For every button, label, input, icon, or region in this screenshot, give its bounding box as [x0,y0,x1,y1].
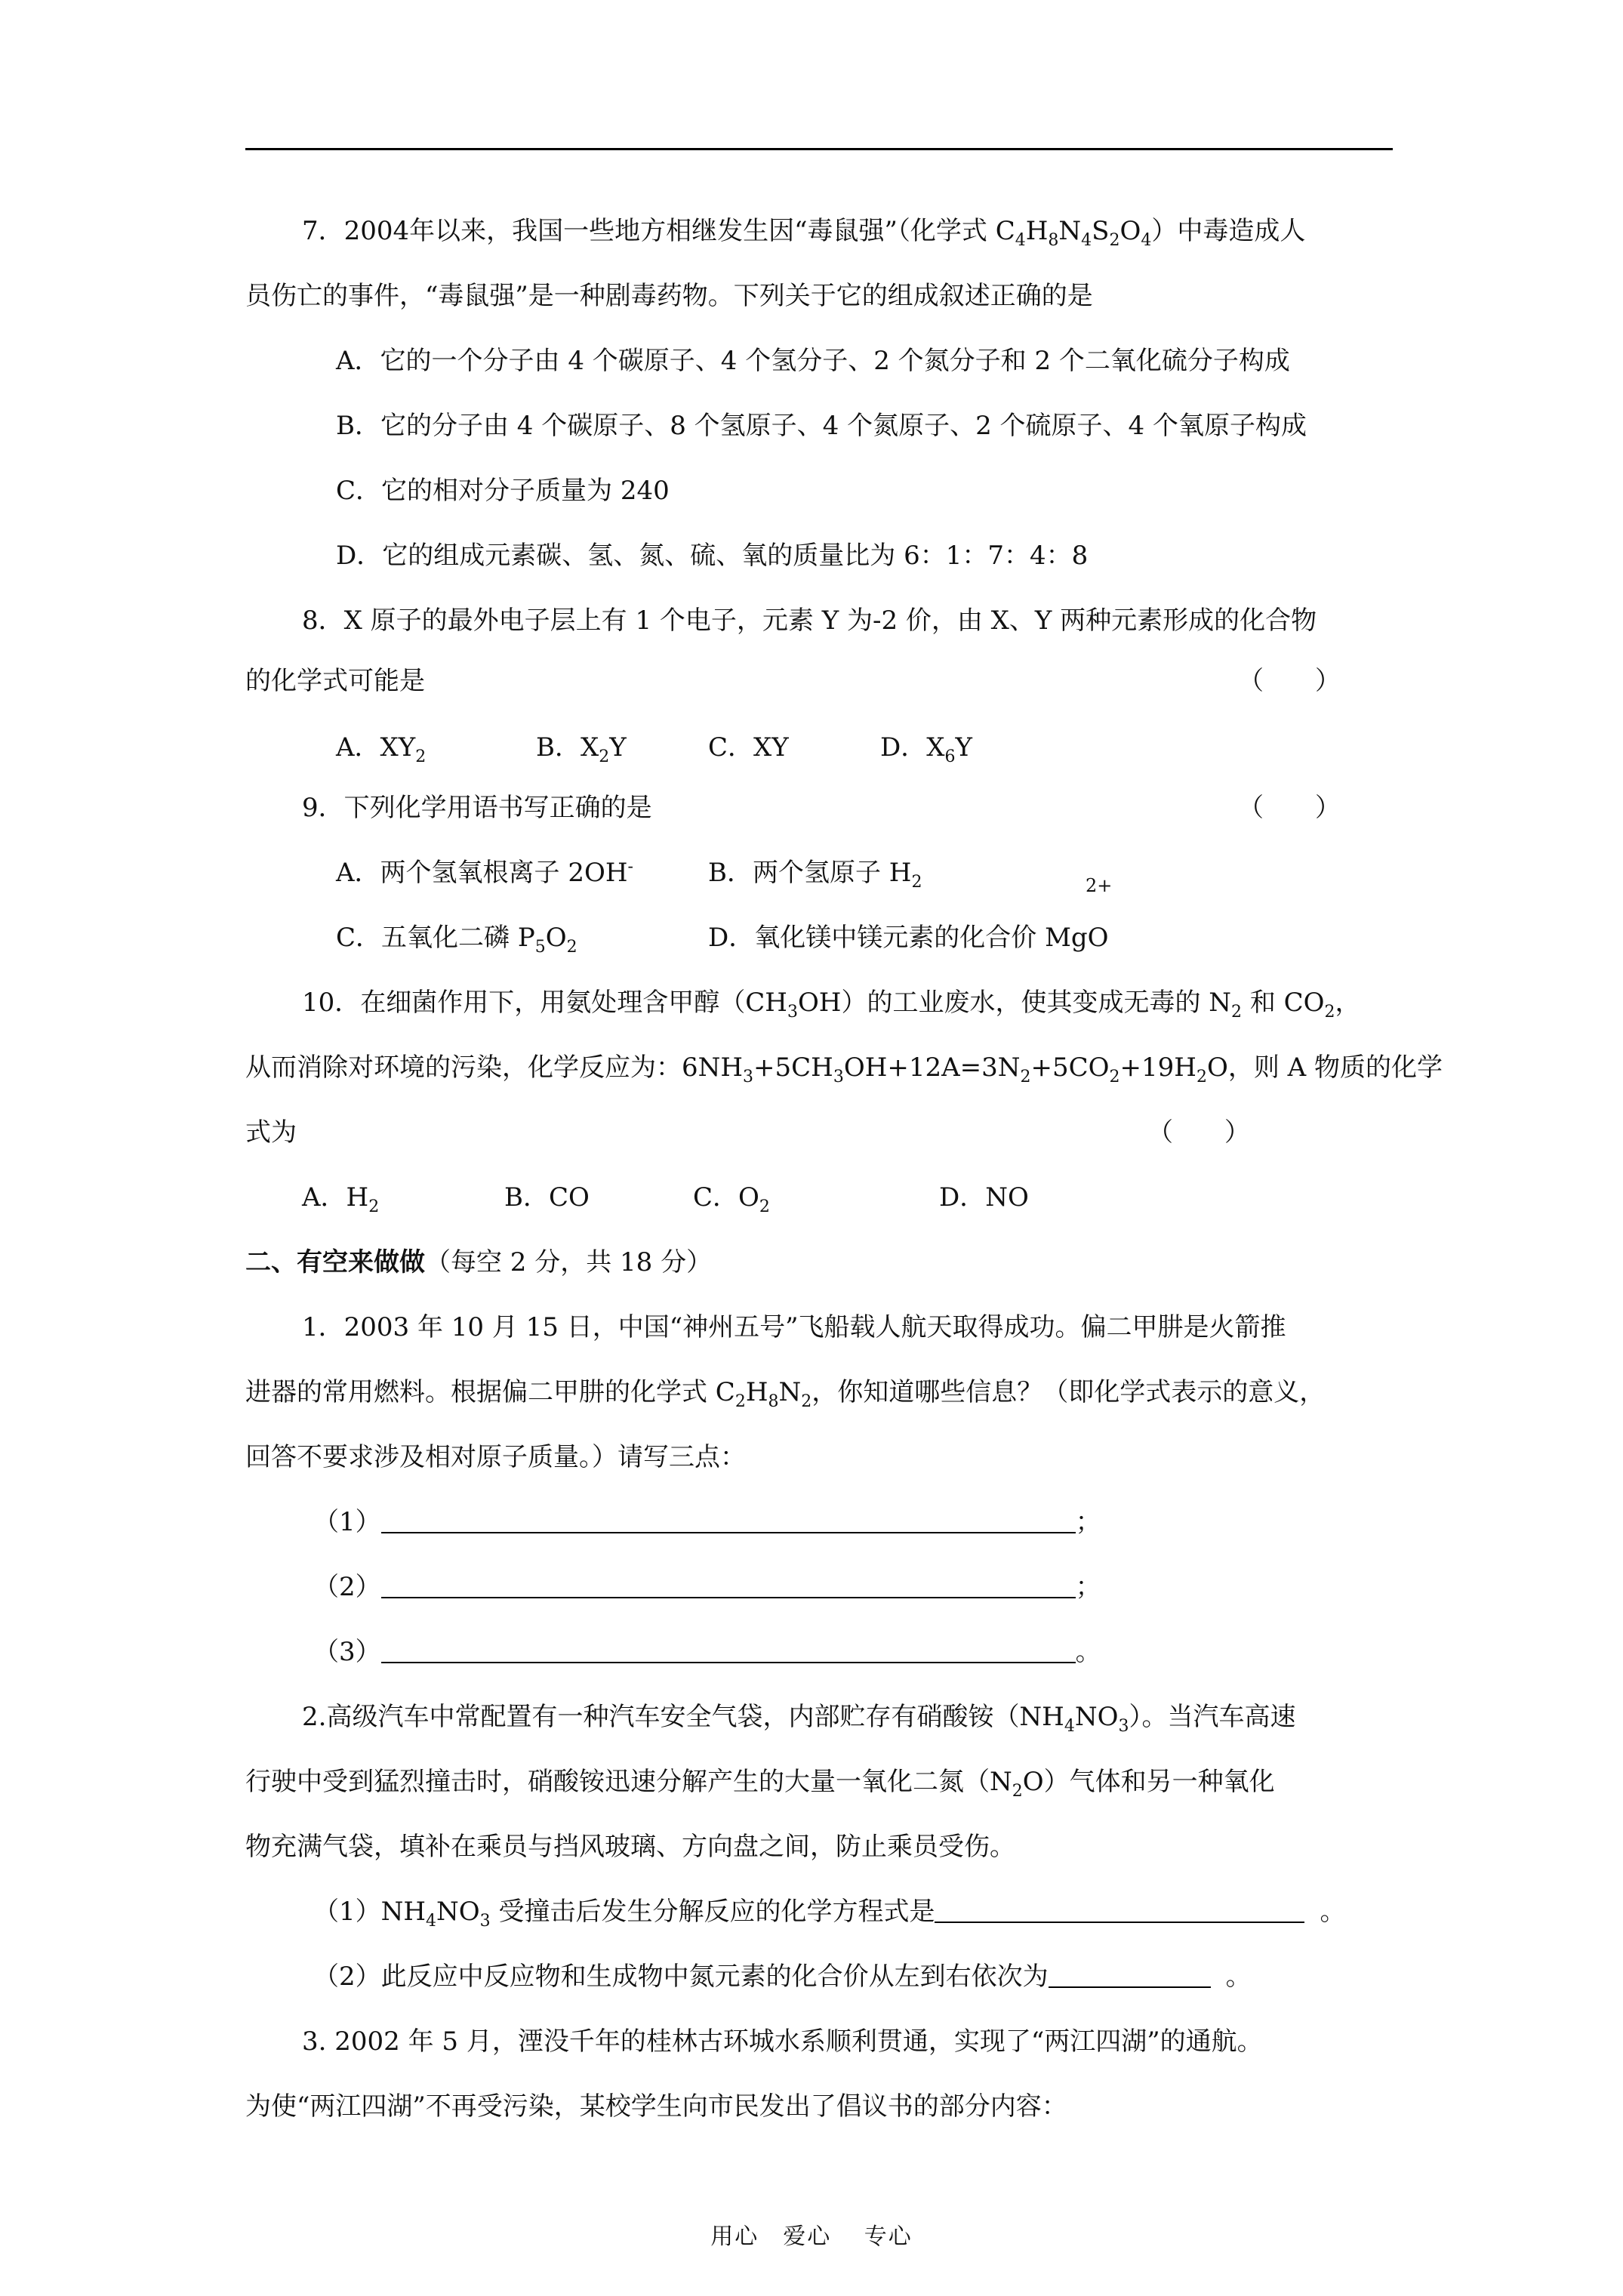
q8-line-2: 的化学式可能是 [245,666,425,696]
q9-option-a: A．两个氢氧根离子 2OH- [336,857,633,888]
s2q1-answer-3[interactable]: （3） 。 [313,1637,1101,1667]
answer-blank[interactable] [935,1899,1304,1923]
q8-option-a: A．$XY_2$ [336,732,427,766]
q9-charge-superscript: 2+ [1086,875,1113,896]
q7-line-2: 员伤亡的事件，“毒鼠强”是一种剧毒药物。下列关于它的组成叙述正确的是 [245,281,1093,311]
q10-line-1: 10．在细菌作用下，用氨处理含甲醇$(CH_3OH)$的工业废水，使其变成无毒的 $N_2$ 和 $CO_2$， [302,988,1361,1022]
answer-blank[interactable] [381,1639,1076,1663]
q10-option-c: C．$O_2$ [693,1182,770,1216]
q10-line-2: 从而消除对环境的污染，化学反应为：$6NH_3+5CH_3OH+12A=3N_2+5CO_2+19H_2O$，则 A 物质的化学 [245,1052,1443,1086]
q9-option-b: B．两个氢原子 $H_2$ [708,858,922,892]
answer-blank[interactable] [1049,1964,1211,1988]
s2q2-sub-1[interactable]: $(1)NH_4NO_3$ 受撞击后发生分解反应的化学方程式是 。 [313,1897,1346,1931]
q9-answer-paren: （ ） [1238,793,1341,823]
q7-option-b: B．它的分子由 4 个碳原子、8 个氢原子、4 个氮原子、2 个硫原子、4 个氧原子构成 [336,411,1307,441]
q10-option-a: A．$H_2$ [302,1182,380,1216]
s2q2-line-2: 行驶中受到猛烈撞击时，硝酸铵迅速分解产生的大量一氧化二氮$(N_2O)$气体和另一种氧化 [245,1767,1275,1801]
s2q1-answer-1[interactable]: （1） ； [313,1507,1101,1537]
s2q1-line-3: 回答不要求涉及相对原子质量。）请写三点： [245,1442,746,1472]
s2q3-line-2: 为使“两江四湖”不再受污染，某校学生向市民发出了倡议书的部分内容： [245,2091,1067,2122]
q9-option-d: D．氧化镁中镁元素的化合价 MgO [708,923,1109,953]
s2q2-line-3: 物充满气袋，填补在乘员与挡风玻璃、方向盘之间，防止乘员受伤。 [245,1832,1015,1862]
q9-line-1: 9．下列化学用语书写正确的是 [302,793,652,823]
q7-line-1: 7．2004年以来，我国一些地方相继发生因“毒鼠强”（化学式 $C_4H_8N_4S_2O_4$）中毒造成人 [302,216,1306,250]
s2q1-answer-2[interactable]: （2） ； [313,1572,1101,1602]
s2q1-line-2: 进器的常用燃料。根据偏二甲肼的化学式 $C_2H_8N_2$，你知道哪些信息？（即化学式表示的意义， [245,1377,1326,1411]
s2q1-line-1: 1．2003 年 10 月 15 日，中国“神州五号”飞船载人航天取得成功。偏二甲肼是火箭推 [302,1312,1286,1342]
q10-option-b: B．CO [504,1182,590,1213]
s2q3-line-1: 3. 2002 年 5 月，湮没千年的桂林古环城水系顺利贯通，实现了“两江四湖”的通航。 [302,2026,1263,2057]
q10-option-d: D．NO [939,1182,1029,1213]
q10-answer-paren: （ ） [1147,1117,1250,1148]
q8-option-d: D．$X_6Y$ [880,732,972,766]
header-rule [245,148,1393,150]
q8-answer-paren: （ ） [1238,666,1341,696]
q7-option-d: D．它的组成元素碳、氢、氮、硫、氧的质量比为 6：1：7：4：8 [336,541,1089,571]
q7-option-c: C．它的相对分子质量为 240 [336,476,670,506]
s2q2-sub-2[interactable]: （2）此反应中反应物和生成物中氮元素的化合价从左到右依次为 。 [313,1962,1252,1992]
s2q2-line-1: 2.高级汽车中常配置有一种汽车安全气袋，内部贮存有硝酸铵$(NH_4NO_3)$。当汽车高速 [302,1702,1296,1736]
q8-option-b: B．$X_2Y$ [536,732,627,766]
q10-line-3: 式为 [245,1117,297,1148]
q8-line-1: 8．X 原子的最外电子层上有 1 个电子，元素 Y 为-2 价，由 X、Y 两种元素形成的化合物 [302,606,1317,636]
q7-option-a: A．它的一个分子由 4 个碳原子、4 个氢分子、2 个氮分子和 2 个二氧化硫分子构成 [336,346,1290,376]
page-footer: 用心 爱心 专心 [710,2224,913,2250]
answer-blank[interactable] [381,1574,1076,1598]
q9-option-c: C．五氧化二磷 $P_5O_2$ [336,923,577,957]
answer-blank[interactable] [381,1509,1076,1533]
q8-option-c: C．XY [708,732,789,763]
section-2-heading: 二、有空来做做（每空 2 分，共 18 分） [245,1247,713,1277]
